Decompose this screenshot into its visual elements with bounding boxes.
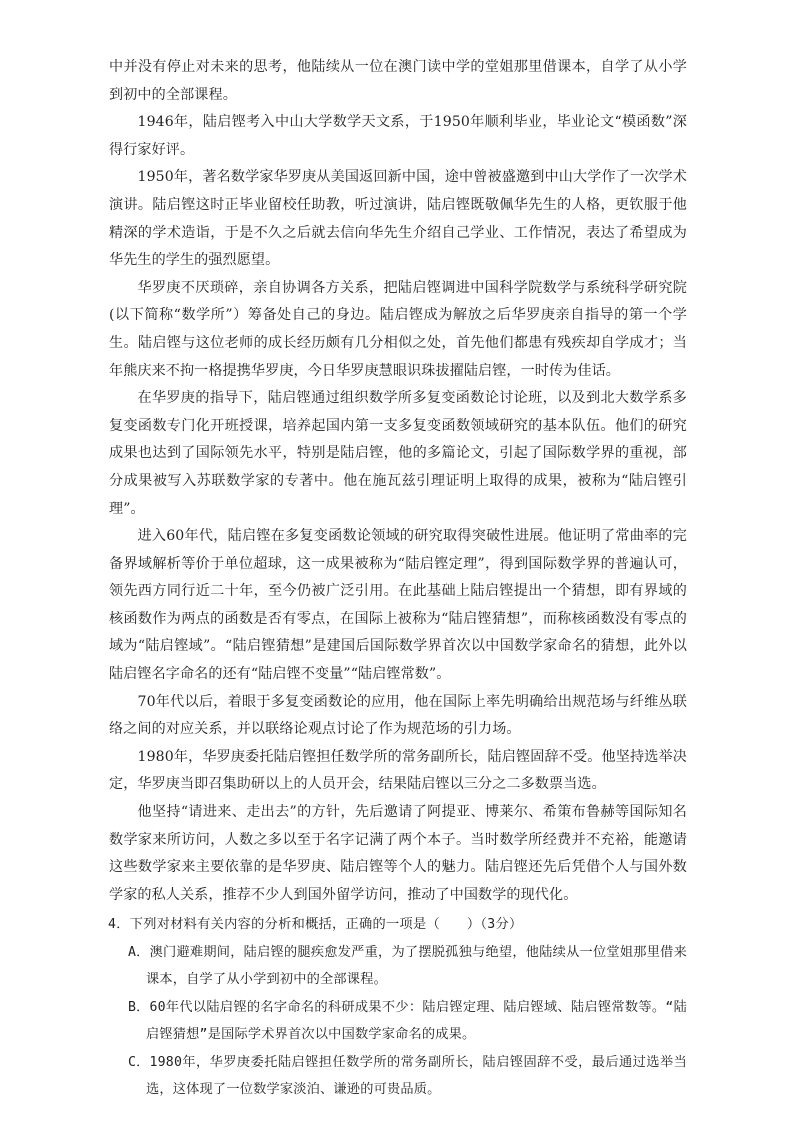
- paragraph-60s: 进入60年代，陆启铿在多复变函数论领域的研究取得突破性进展。他证明了常曲率的完备界域解析等价于单位超球，这一成果被称为“陆启铿定理”，得到国际数学界的普遍认可，领先西方同行近二十年，至今仍被广泛引用。在此基础上陆启铿提出一个猜想，即有界域的核函数作为两点的函数是否有零点，在国际上被称为“陆启铿猜想”，而称核函数没有零点的域为“陆启铿域”。“陆启铿猜想”是建国后国际数学界首次以中国数学家命名的猜想，此外以陆启铿名字命名的还有“陆启铿不变量”“陆启铿常数”。: [109, 528, 687, 683]
- option-a[interactable]: [90, 939, 687, 993]
- option-label: A．: [128, 945, 150, 961]
- paragraph-guidance: 在华罗庚的指导下，陆启铿通过组织数学所多复变函数论讨论班，以及到北大数学系多复变函数专门化开班授课，培养起国内第一支多复变函数领域研究的基本队伍。他们的研究成果也达到了国际领先水平，特别是陆启铿，他的多篇论文，引起了国际数学界的重视，部分成果被写入苏联数学家的专著中。他在施瓦兹引理证明上取得的成果，被称为“陆启铿引理”。: [109, 390, 687, 517]
- paragraph-70s: 70年代以后，着眼于多复变函数论的应用，他在国际上率先明确给出规范场与纤维丛联络之间的对应关系，并以联络论观点讨论了作为规范场的引力场。: [109, 693, 687, 738]
- option-label: B．: [128, 1000, 150, 1016]
- option-b[interactable]: [90, 994, 687, 1048]
- option-text: 澳门避难期间，陆启铿的腿疾愈发严重，为了摆脱孤独与绝望，他陆续从一位堂姐那里借来课本，自学了从小学到初中的全部课程。: [146, 945, 687, 988]
- option-c[interactable]: [90, 1049, 687, 1103]
- option-text: 1980年，华罗庚委托陆启铿担任数学所的常务副所长，陆启铿固辞不受，最后通过选举当选，这体现了一位数学家淡泊、谦逊的可贵品质。: [146, 1055, 687, 1098]
- option-text: 60年代以陆启铿的名字命名的科研成果不少：陆启铿定理、陆启铿域、陆启铿常数等。“陆启铿猜想”是国际学术界首次以中国数学家命名的成果。: [146, 1000, 687, 1043]
- paragraph-policy: 他坚持“请进来、走出去”的方针，先后邀请了阿提亚、博莱尔、希策布鲁赫等国际知名数学家来所访问，人数之多以至于名字记满了两个本子。当时数学所经费并不充裕，能邀请这些数学家来主要依靠的是华罗庚、陆启铿等个人的魅力。陆启铿还先后凭借个人与国外数学家的私人关系，推荐不少人到国外留学访问，推动了中国数学的现代化。: [109, 804, 687, 903]
- paragraph-1980: 1980年，华罗庚委托陆启铿担任数学所的常务副所长，陆启铿固辞不受。他坚持选举决定，华罗庚当即召集助研以上的人员开会，结果陆启铿以三分之二多数票当选。: [109, 748, 687, 793]
- document-page: [109, 54, 687, 1104]
- option-label: C．: [128, 1055, 150, 1071]
- paragraph-1946: 1946年，陆启铿考入中山大学数学天文系，于1950年顺利毕业，毕业论文“模函数”深得行家好评。: [109, 114, 687, 158]
- paragraph-continuation: 中并没有停止对未来的思考，他陆续从一位在澳门读中学的堂姐那里借课本，自学了从小学到初中的全部课程。: [109, 59, 687, 103]
- paragraph-hua-luogeng: 华罗庚不厌琐碎，亲自协调各方关系，把陆启铿调进中国科学院数学与系统科学研究院(以下简称“数学所”）筹备处自己的身边。陆启铿成为解放之后华罗庚亲自指导的第一个学生。陆启铿与这位老师的成长经历颇有几分相似之处，首先他们都患有残疾却自学成才；当年熊庆来不拘一格提携华罗庚，今日华罗庚慧眼识珠拔擢陆启铿，一时传为佳话。: [109, 279, 687, 379]
- question-stem: 4．下列对材料有关内容的分析和概括，正确的一项是（ ）（3分）: [108, 917, 523, 933]
- paragraph-1950: 1950年，著名数学家华罗庚从美国返回新中国，途中曾被盛邀到中山大学作了一次学术演讲。陆启铿这时正毕业留校任助教，听过演讲，陆启铿既敬佩华先生的人格，更钦服于他精深的学术造诣，于是不久之后就去信向华先生介绍自己学业、工作情况，表达了希望成为华先生的学生的强烈愿望。: [109, 169, 687, 269]
